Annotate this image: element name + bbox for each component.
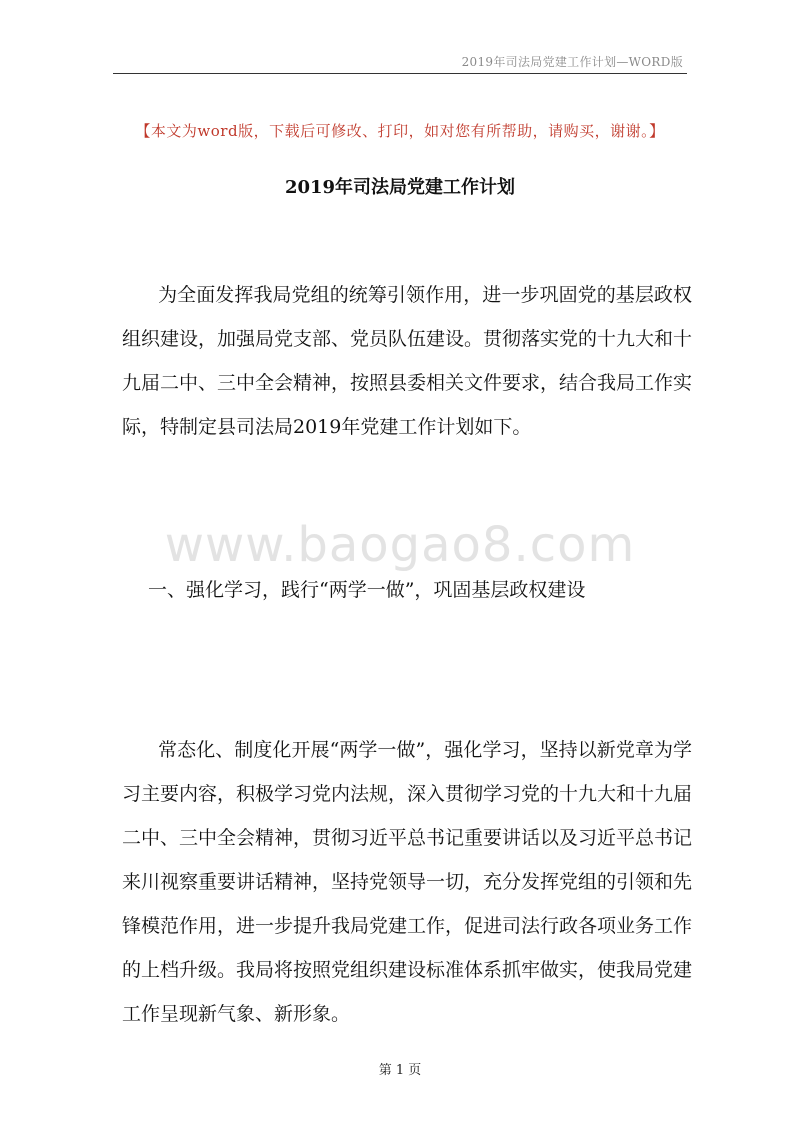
section-1-paragraph: 常态化、制度化开展“两学一做”，强化学习，坚持以新党章为学习主要内容，积极学习党内法规，深入贯彻学习党的十九大和十九届二中、三中全会精神，贯彻习近平总书记重要讲话以及习近平总书记来川视察重要讲话精神，坚持党领导一切，充分发挥党组的引领和先锋模范作用，进一步提升我局党建工作，促进司法行政各项业务工作的上档升级。我局将按照党组织建设标准体系抓牢做实，使我局党建工作呈现新气象、新形象。 [122,739,693,1025]
running-header: 2019年司法局党建工作计划—WORD版 [461,55,683,69]
watermark-text: www.baogao8.com [164,517,636,573]
section-1-heading: 一、强化学习，践行“两学一做”，巩固基层政权建设 [148,579,586,601]
document-title: 2019年司法局党建工作计划 [284,177,516,198]
intro-paragraph: 为全面发挥我局党组的统筹引领作用，进一步巩固党的基层政权组织建设，加强局党支部、党员队伍建设。贯彻落实党的十九大和十九届二中、三中全会精神，按照县委相关文件要求，结合我局工作实际，特制定县司法局2019年党建工作计划如下。 [122,284,693,438]
download-notice: 【本文为word版，下载后可修改、打印，如对您有所帮助，请购买，谢谢。】 [135,122,665,140]
header-divider [113,73,687,74]
page-number: 第 1 页 [378,1063,422,1078]
